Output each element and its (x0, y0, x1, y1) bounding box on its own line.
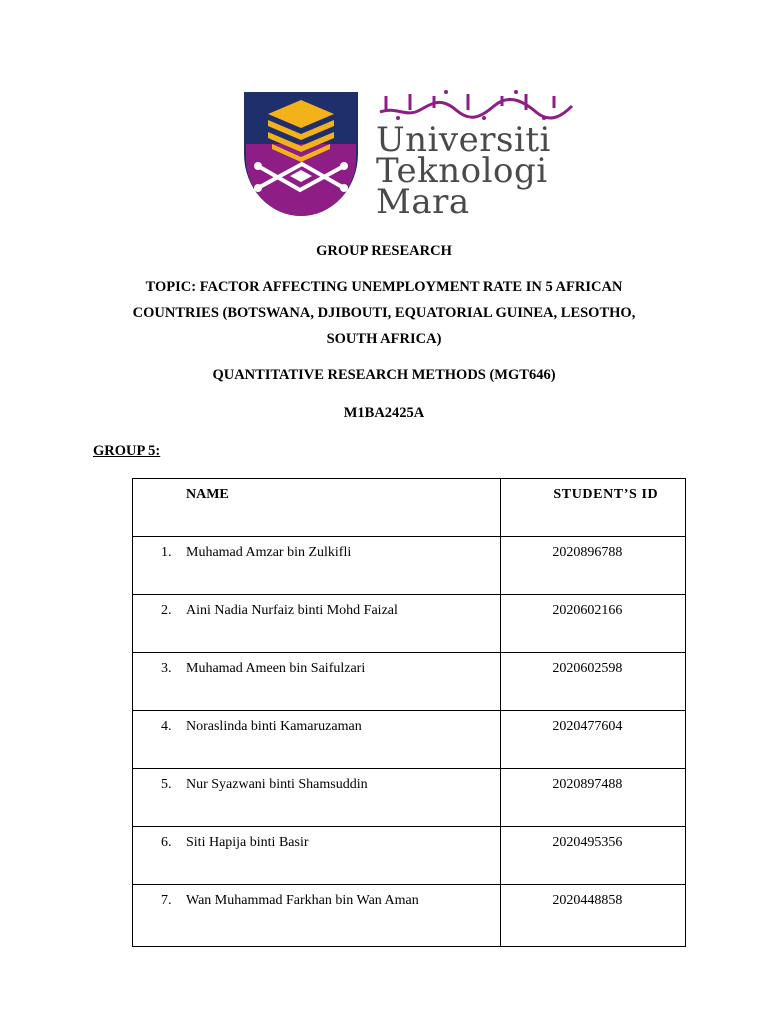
table-row (133, 827, 686, 885)
row-number: 2. (161, 603, 172, 618)
member-id: 2020897488 (501, 769, 686, 827)
logo-line-mara: Mara (376, 182, 470, 222)
member-id: 2020896788 (501, 537, 686, 595)
members-table (132, 478, 686, 947)
row-number: 1. (161, 545, 172, 560)
member-id: 2020448858 (501, 885, 686, 947)
member-name-cell (133, 595, 501, 653)
member-name-cell (133, 711, 501, 769)
row-number: 7. (161, 893, 172, 908)
uitm-emblem-icon (244, 92, 358, 218)
member-name-cell (133, 885, 501, 947)
logo-line-universiti: Universiti (376, 120, 551, 160)
header-student-id: STUDENT’S ID (501, 479, 686, 537)
table-row (133, 769, 686, 827)
table-row (133, 595, 686, 653)
topic-line: SOUTH AFRICA) (326, 331, 442, 347)
member-id: 2020495356 (501, 827, 686, 885)
table-row (133, 653, 686, 711)
table-header-row (133, 479, 686, 537)
member-name-cell (133, 653, 501, 711)
class-code: M1BA2425A (343, 405, 425, 421)
member-id: 2020477604 (501, 711, 686, 769)
course-name: QUANTITATIVE RESEARCH METHODS (MGT646) (212, 367, 556, 383)
member-id: 2020602166 (501, 595, 686, 653)
member-name: Aini Nadia Nurfaiz binti Mohd Faizal (186, 603, 398, 618)
member-name: Muhamad Amzar bin Zulkifli (186, 545, 352, 560)
row-number: 5. (161, 777, 172, 792)
member-name: Wan Muhammad Farkhan bin Wan Aman (186, 893, 419, 908)
research-topic (0, 274, 768, 352)
group-label: GROUP 5: (93, 443, 161, 459)
logo-line-teknologi: Teknologi (376, 151, 548, 191)
member-name-cell (133, 537, 501, 595)
row-number: 4. (161, 719, 172, 734)
table-row (133, 537, 686, 595)
member-name: Nur Syazwani binti Shamsuddin (186, 777, 368, 792)
member-name-cell (133, 827, 501, 885)
member-name: Noraslinda binti Kamaruzaman (186, 719, 362, 734)
table-row (133, 711, 686, 769)
university-logo (244, 88, 584, 220)
row-number: 3. (161, 661, 172, 676)
member-name: Muhamad Ameen bin Saifulzari (186, 661, 366, 676)
member-name-cell (133, 769, 501, 827)
topic-line: TOPIC: FACTOR AFFECTING UNEMPLOYMENT RATE IN 5 AFRICAN (145, 279, 623, 295)
row-number: 6. (161, 835, 172, 850)
member-id: 2020602598 (501, 653, 686, 711)
jawi-script-logo (376, 88, 576, 122)
header-name: NAME (133, 479, 501, 537)
table-row (133, 885, 686, 947)
topic-line: COUNTRIES (BOTSWANA, DJIBOUTI, EQUATORIAL GUINEA, LESOTHO, (132, 305, 636, 321)
document-title: GROUP RESEARCH (316, 243, 452, 259)
member-name: Siti Hapija binti Basir (186, 835, 309, 850)
